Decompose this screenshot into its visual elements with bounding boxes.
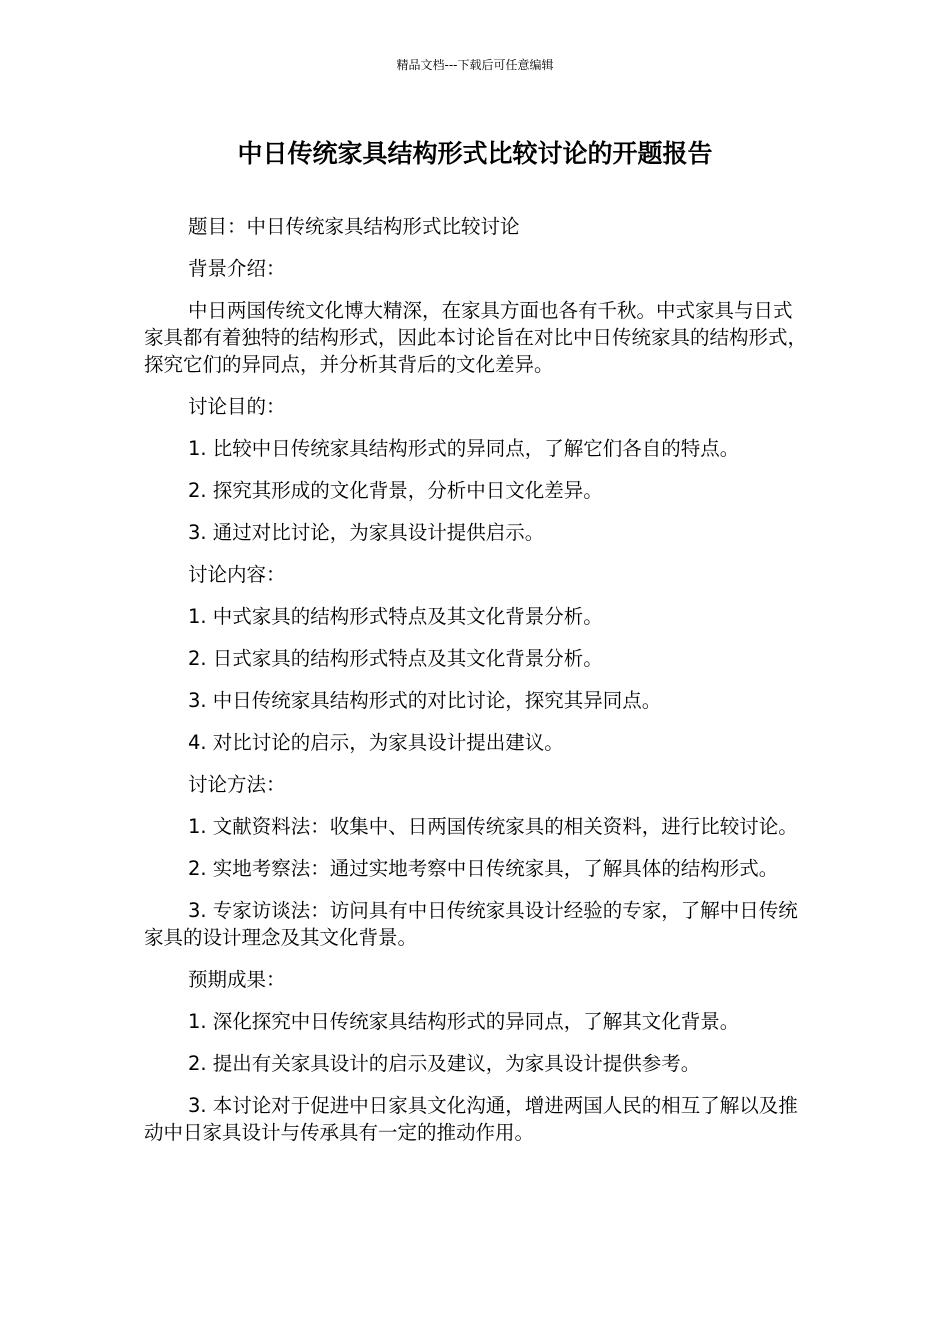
content-item-4: 4. 对比讨论的启示，为家具设计提出建议。 xyxy=(188,731,564,754)
section-heading-background: 背景介绍： xyxy=(188,257,286,280)
outcome-item-1: 1. 深化探究中日传统家具结构形式的异同点，了解其文化背景。 xyxy=(188,1010,740,1033)
topic-line: 题目：中日传统家具结构形式比较讨论 xyxy=(188,215,520,238)
purpose-item-2: 2. 探究其形成的文化背景，分析中日文化差异。 xyxy=(188,479,603,502)
content-item-3: 3. 中日传统家具结构形式的对比讨论，探究其异同点。 xyxy=(188,689,662,712)
purpose-item-1: 1. 比较中日传统家具结构形式的异同点，了解它们各自的特点。 xyxy=(188,437,740,460)
purpose-item-3: 3. 通过对比讨论，为家具设计提供启示。 xyxy=(188,521,545,544)
method-item-2: 2. 实地考察法：通过实地考察中日传统家具，了解具体的结构形式。 xyxy=(188,857,779,880)
content-item-1: 1. 中式家具的结构形式特点及其文化背景分析。 xyxy=(188,605,603,628)
document-title: 中日传统家具结构形式比较讨论的开题报告 xyxy=(237,139,713,168)
method-item-1: 1. 文献资料法：收集中、日两国传统家具的相关资料，进行比较讨论。 xyxy=(188,815,798,838)
background-paragraph: 中日两国传统文化博大精深，在家具方面也各有千秋。中式家具与日式家具都有着独特的结构形式，因此本讨论旨在对比中日传统家具的结构形式，探究它们的异同点，并分析其背后的文化差异。 xyxy=(144,299,808,376)
section-heading-outcomes: 预期成果： xyxy=(188,968,286,991)
section-heading-content: 讨论内容： xyxy=(188,563,286,586)
section-heading-methods: 讨论方法： xyxy=(188,773,286,796)
method-item-3: 3. 专家访谈法：访问具有中日传统家具设计经验的专家，了解中日传统家具的设计理念及其文化背景。 xyxy=(144,899,798,949)
content-item-2: 2. 日式家具的结构形式特点及其文化背景分析。 xyxy=(188,647,603,670)
outcome-item-2: 2. 提出有关家具设计的启示及建议，为家具设计提供参考。 xyxy=(188,1052,701,1075)
outcome-item-3: 3. 本讨论对于促进中日家具文化沟通，增进两国人民的相互了解以及推动中日家具设计与传承具有一定的推动作用。 xyxy=(144,1094,798,1144)
document-body xyxy=(144,213,809,1161)
section-heading-purpose: 讨论目的： xyxy=(188,395,286,418)
page-header: 精品文档---下载后可任意编辑 xyxy=(396,58,554,72)
